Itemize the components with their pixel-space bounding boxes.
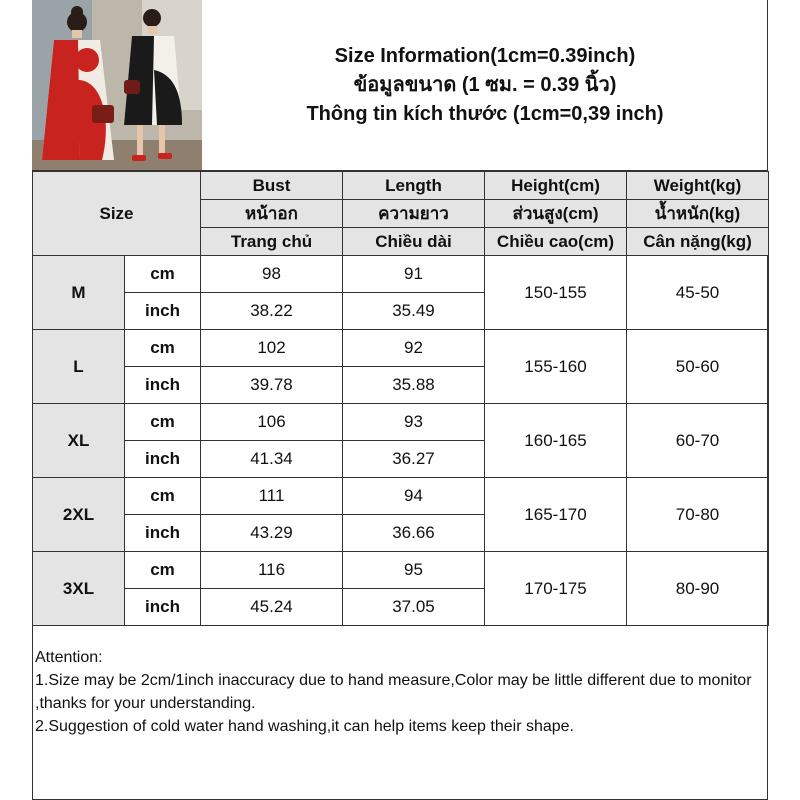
bust-cm: 106	[201, 404, 343, 441]
product-photo	[32, 0, 202, 170]
unit-inch: inch	[125, 589, 201, 626]
weight-header-th: น้ำหนัก(kg)	[627, 200, 769, 228]
table-row	[33, 330, 769, 367]
height-range: 165-170	[485, 478, 627, 552]
weight-range: 50-60	[627, 330, 769, 404]
length-cm: 93	[343, 404, 485, 441]
attention-notes	[35, 646, 763, 738]
weight-header-vi: Cân nặng(kg)	[627, 228, 769, 256]
length-inch: 35.88	[343, 367, 485, 404]
weight-range: 70-80	[627, 478, 769, 552]
size-label: L	[33, 330, 125, 404]
unit-cm: cm	[125, 404, 201, 441]
length-cm: 95	[343, 552, 485, 589]
table-row	[33, 404, 769, 441]
length-inch: 36.66	[343, 515, 485, 552]
unit-inch: inch	[125, 367, 201, 404]
bust-cm: 111	[201, 478, 343, 515]
length-inch: 37.05	[343, 589, 485, 626]
size-header: Size	[33, 172, 201, 256]
bust-cm: 116	[201, 552, 343, 589]
bust-inch: 39.78	[201, 367, 343, 404]
weight-range: 60-70	[627, 404, 769, 478]
height-header-th: ส่วนสูง(cm)	[485, 200, 627, 228]
weight-header-en: Weight(kg)	[627, 172, 769, 200]
table-row	[33, 256, 769, 293]
unit-inch: inch	[125, 515, 201, 552]
header-vietnamese: Thông tin kích thước (1cm=0,39 inch)	[306, 102, 664, 125]
notes-line-2: 2.Suggestion of cold water hand washing,it can help items keep their shape.	[35, 718, 574, 735]
notes-line-1: 1.Size may be 2cm/1inch inaccuracy due to hand measure,Color may be little different due to monitor ,thanks for your understanding.	[35, 672, 752, 712]
table-row	[33, 478, 769, 515]
table-row	[33, 552, 769, 589]
length-cm: 92	[343, 330, 485, 367]
unit-cm: cm	[125, 330, 201, 367]
bust-inch: 41.34	[201, 441, 343, 478]
bust-header-vi: Trang chủ	[201, 228, 343, 256]
notes-title: Attention:	[35, 649, 103, 666]
header-thai: ข้อมูลขนาด (1 ซม. = 0.39 นิ้ว)	[353, 73, 617, 96]
length-header-vi: Chiều dài	[343, 228, 485, 256]
unit-inch: inch	[125, 441, 201, 478]
height-range: 150-155	[485, 256, 627, 330]
length-inch: 35.49	[343, 293, 485, 330]
height-range: 155-160	[485, 330, 627, 404]
height-range: 160-165	[485, 404, 627, 478]
weight-range: 80-90	[627, 552, 769, 626]
length-inch: 36.27	[343, 441, 485, 478]
length-header-th: ความยาว	[343, 200, 485, 228]
header-english: Size Information(1cm=0.39inch)	[334, 44, 636, 67]
height-header-vi: Chiều cao(cm)	[485, 228, 627, 256]
height-header-en: Height(cm)	[485, 172, 627, 200]
bust-cm: 102	[201, 330, 343, 367]
bust-header-en: Bust	[201, 172, 343, 200]
unit-cm: cm	[125, 256, 201, 293]
bust-inch: 38.22	[201, 293, 343, 330]
length-header-en: Length	[343, 172, 485, 200]
unit-cm: cm	[125, 552, 201, 589]
size-label: 3XL	[33, 552, 125, 626]
size-label: M	[33, 256, 125, 330]
size-table	[32, 171, 769, 626]
bust-cm: 98	[201, 256, 343, 293]
unit-cm: cm	[125, 478, 201, 515]
length-cm: 91	[343, 256, 485, 293]
height-range: 170-175	[485, 552, 627, 626]
bust-header-th: หน้าอก	[201, 200, 343, 228]
size-info-header	[202, 0, 768, 170]
unit-inch: inch	[125, 293, 201, 330]
bust-inch: 45.24	[201, 589, 343, 626]
size-label: XL	[33, 404, 125, 478]
length-cm: 94	[343, 478, 485, 515]
size-label: 2XL	[33, 478, 125, 552]
weight-range: 45-50	[627, 256, 769, 330]
bust-inch: 43.29	[201, 515, 343, 552]
